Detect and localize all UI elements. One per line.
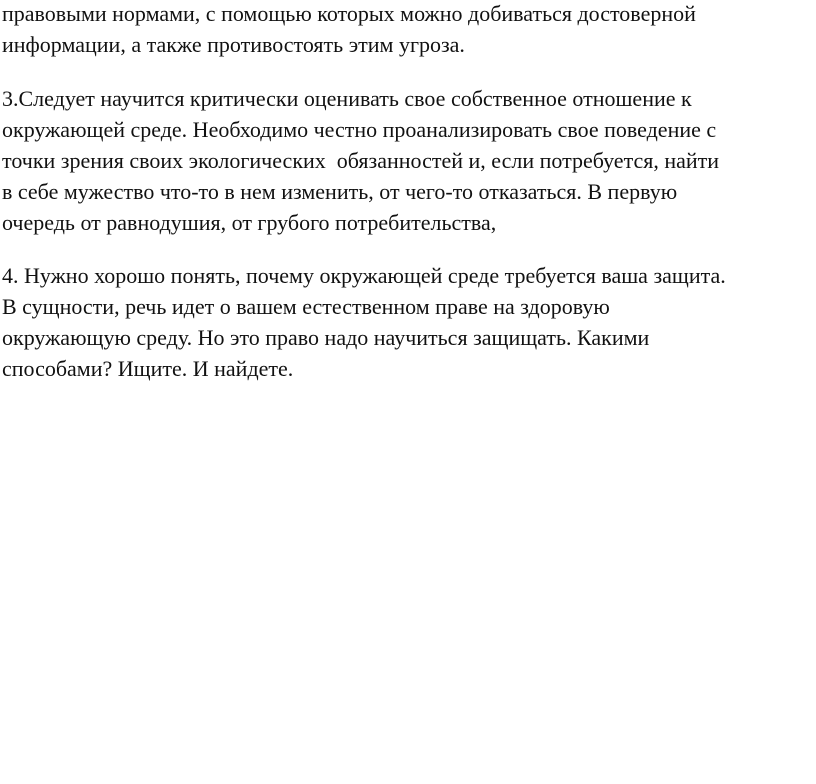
text-line: правовыми нормами, с помощью которых можно добиваться достоверной bbox=[2, 1, 696, 26]
text-line: точки зрения своих экологических обязанностей и, если потребуется, найти bbox=[2, 148, 720, 173]
paragraph-point-4 bbox=[2, 260, 726, 384]
text-line: 4. Нужно хорошо понять, почему окружающей среде требуется ваша защита. bbox=[2, 263, 726, 288]
text-line: информации, а также противостоять этим угроза. bbox=[2, 32, 465, 57]
text-line: В сущности, речь идет о вашем естественном праве на здоровую bbox=[2, 294, 610, 319]
text-line: 3.Следует научится критически оценивать свое собственное отношение к bbox=[2, 86, 692, 111]
text-line: окружающую среду. Но это право надо научиться защищать. Какими bbox=[2, 325, 650, 350]
text-line: способами? Ищите. И найдете. bbox=[2, 356, 294, 381]
paragraph-legal-norms bbox=[2, 0, 696, 60]
text-line: окружающей среде. Необходимо честно проанализировать свое поведение с bbox=[2, 117, 717, 142]
paragraph-point-3 bbox=[2, 83, 719, 238]
text-line: очередь от равнодушия, от грубого потребительства, bbox=[2, 210, 497, 235]
text-line: в себе мужество что-то в нем изменить, от чего-то отказаться. В первую bbox=[2, 179, 678, 204]
